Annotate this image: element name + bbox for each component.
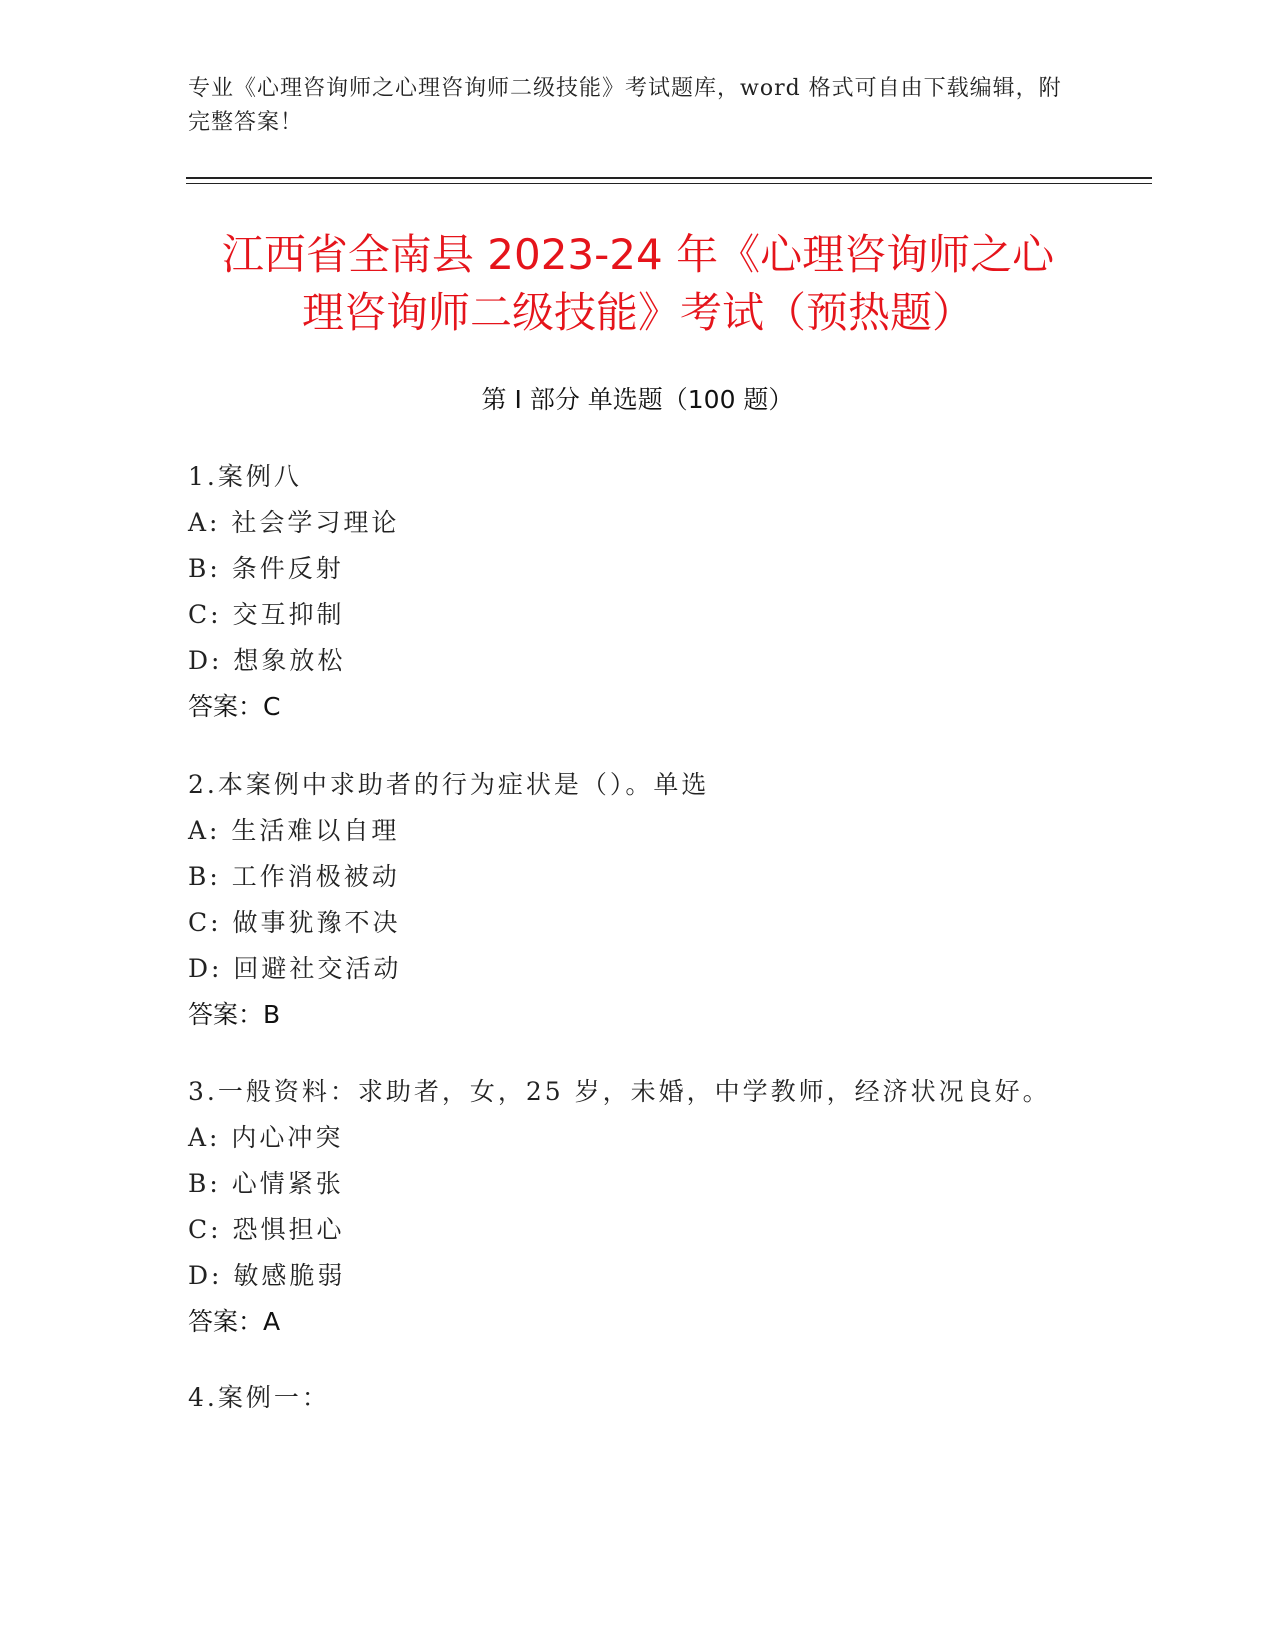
option-c: C: 交互抑制 (188, 600, 345, 629)
answer: 答案：C (188, 692, 281, 721)
question-stem: 3.一般资料：求助者，女，25 岁，未婚，中学教师，经济状况良好。 (188, 1077, 1051, 1106)
header-divider-thick (186, 177, 1152, 179)
document-title (186, 226, 1090, 342)
question-2 (188, 762, 1088, 1038)
answer: 答案：A (188, 1307, 281, 1336)
header-note: 专业《心理咨询师之心理咨询师二级技能》考试题库，word 格式可自由下载编辑，附完整答案！ (188, 76, 1062, 135)
document-title-line1: 江西省全南县 2023-24 年《心理咨询师之心 (221, 230, 1055, 279)
option-b: B: 心情紧张 (188, 1169, 344, 1198)
option-c: C: 恐惧担心 (188, 1215, 345, 1244)
answer: 答案：B (188, 1000, 281, 1029)
option-a: A: 生活难以自理 (188, 816, 400, 845)
question-stem: 2.本案例中求助者的行为症状是（）。单选 (188, 770, 710, 799)
option-a: A: 内心冲突 (188, 1123, 344, 1152)
option-a: A: 社会学习理论 (188, 508, 400, 537)
option-d: D: 回避社交活动 (188, 954, 402, 983)
option-b: B: 条件反射 (188, 554, 344, 583)
option-c: C: 做事犹豫不决 (188, 908, 401, 937)
option-d: D: 想象放松 (188, 646, 346, 675)
option-b: B: 工作消极被动 (188, 862, 400, 891)
document-title-line2: 理咨询师二级技能》考试（预热题） (301, 288, 974, 337)
header-divider-thin (186, 183, 1152, 184)
question-1 (188, 454, 1088, 730)
question-stem: 4.案例一： (188, 1383, 330, 1412)
question-stem: 1.案例八 (188, 462, 302, 491)
question-4 (188, 1375, 1088, 1421)
option-d: D: 敏感脆弱 (188, 1261, 346, 1290)
section-heading: 第 I 部分 单选题（100 题） (481, 385, 794, 414)
question-3 (188, 1069, 1088, 1345)
